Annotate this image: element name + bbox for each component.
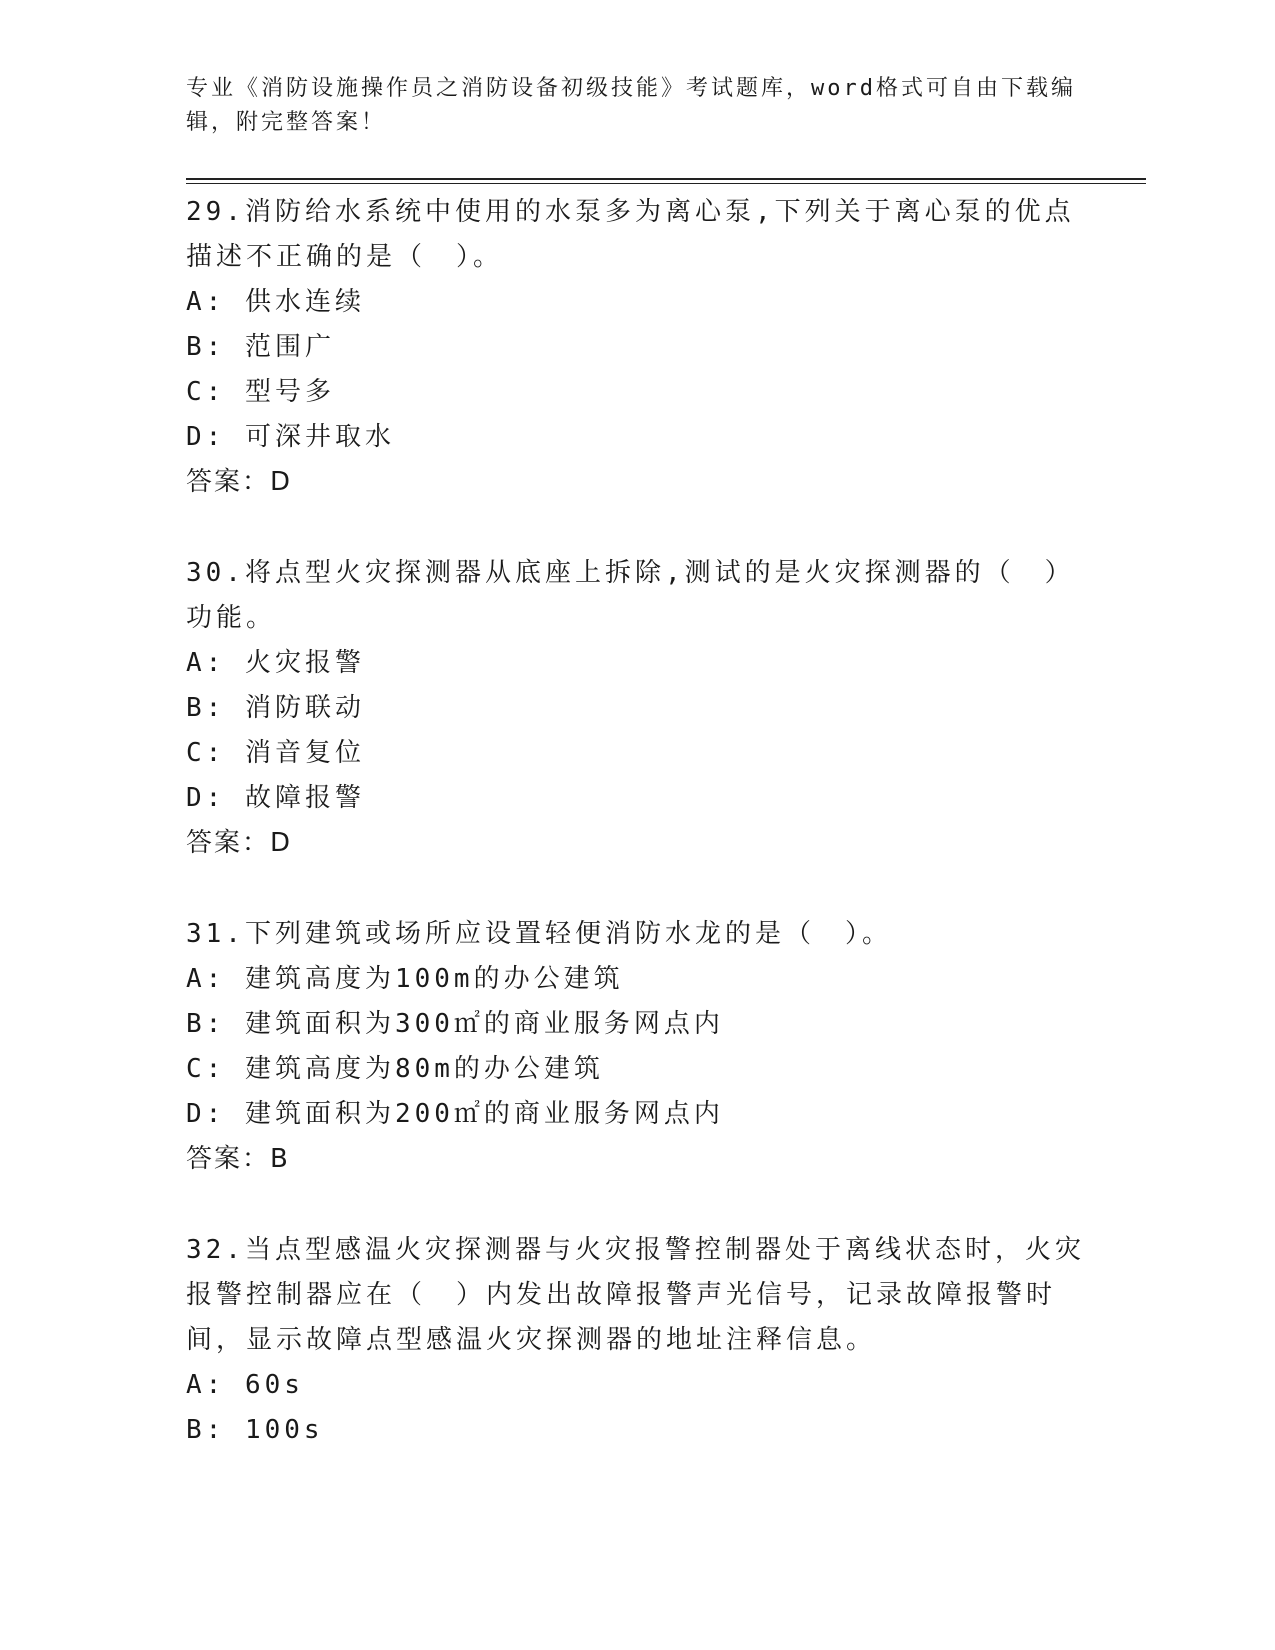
option-b: B: 建筑面积为300㎡的商业服务网点内 [186,1009,724,1039]
option-a: A: 火灾报警 [186,648,365,678]
question-stem: 32.当点型感温火灾探测器与火灾报警控制器处于离线状态时，火灾报警控制器应在（ ）内发出故障报警声光信号，记录故障报警时间，显示故障点型感温火灾探测器的地址注释信息。 [186,1235,1085,1355]
question-29 [186,190,1086,505]
question-stem: 29.消防给水系统中使用的水泵多为离心泵,下列关于离心泵的优点描述不正确的是（ ）。 [186,197,1075,272]
document-header: 专业《消防设施操作员之消防设备初级技能》考试题库，word格式可自由下载编辑，附完整答案！ [186,76,1076,135]
option-b: B: 100s [186,1415,324,1445]
option-b: B: 范围广 [186,332,335,362]
option-d: D: 故障报警 [186,783,365,813]
question-stem: 31.下列建筑或场所应设置轻便消防水龙的是（ ）。 [186,919,892,949]
header-divider-thick [186,178,1146,180]
option-c: C: 型号多 [186,377,335,407]
answer: 答案：D [186,828,293,858]
option-b: B: 消防联动 [186,693,365,723]
header-divider-thin [186,183,1146,184]
option-c: C: 消音复位 [186,738,365,768]
option-d: D: 可深井取水 [186,422,395,452]
question-stem: 30.将点型火灾探测器从底座上拆除,测试的是火灾探测器的（ ）功能。 [186,558,1075,633]
question-32 [186,1228,1086,1453]
option-a: A: 供水连续 [186,287,365,317]
question-list [186,190,1086,1499]
option-a: A: 60s [186,1370,304,1400]
answer: 答案：D [186,467,293,497]
option-d: D: 建筑面积为200㎡的商业服务网点内 [186,1099,724,1129]
question-30 [186,551,1086,866]
option-a: A: 建筑高度为100m的办公建筑 [186,964,624,994]
option-c: C: 建筑高度为80m的办公建筑 [186,1054,604,1084]
answer: 答案：B [186,1144,290,1174]
question-31 [186,912,1086,1182]
